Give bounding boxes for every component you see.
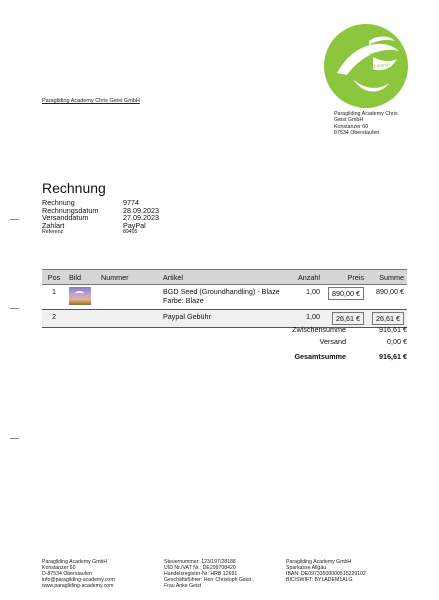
grand-total-value: 916,61 € xyxy=(379,352,407,361)
meta-label: Rechnungsdatum xyxy=(42,205,99,215)
cell-pos: 2 xyxy=(42,310,66,328)
product-thumbnail xyxy=(69,287,91,305)
address-line: 87534 Oberstaufen xyxy=(334,129,380,136)
paraglider-logo-icon xyxy=(323,23,409,109)
address-line: Paragliding Academy Chris xyxy=(334,111,398,117)
cell-sum: 890,00 € xyxy=(367,285,407,310)
fold-mark xyxy=(10,219,19,220)
cell-article xyxy=(160,285,289,310)
article-name: BGD Seed (Groundhandling) - Blaze xyxy=(163,287,280,296)
sum-value: 26,61 € xyxy=(372,312,404,325)
meta-label: Versanddatum xyxy=(42,213,89,223)
table-header-row xyxy=(42,270,407,285)
footer-company xyxy=(42,559,115,589)
meta-value: 89405 xyxy=(123,229,138,236)
cell-quantity: 1,00 xyxy=(289,285,323,310)
column-header: Pos xyxy=(42,270,66,285)
shipping-value: 0,00 € xyxy=(387,337,407,346)
meta-label: Zahlart xyxy=(42,220,65,230)
footer-line: Frau Anke Geist xyxy=(164,583,202,590)
cell-pos: 1 xyxy=(42,285,66,310)
footer-line: www.paragliding-academy.com xyxy=(42,583,114,590)
footer-line: Geschäftsführer: Herr Christoph Geist , xyxy=(164,577,254,584)
address-line: Konstanzer 60 xyxy=(334,123,369,130)
footer-line: Paragliding Academy GmbH xyxy=(42,559,108,565)
company-address xyxy=(334,111,398,136)
grand-total-label: Gesamtsumme xyxy=(294,352,346,361)
subtotal-row xyxy=(200,325,407,337)
subtotal-value: 916,61 € xyxy=(379,325,407,334)
document-title: Rechnung xyxy=(42,180,106,196)
footer-line: Handelsregister-Nr: HRB 12691 xyxy=(164,571,238,578)
shipping-label: Versand xyxy=(319,337,346,346)
column-header: Bild xyxy=(66,270,98,285)
column-header: Artikel xyxy=(160,270,289,285)
column-header: Nummer xyxy=(98,270,160,285)
footer-line: BIC/SWIFT: BYLADEM1ALG xyxy=(286,577,353,584)
sender-address-line: Paragliding Academy Chris Geist GmbH xyxy=(42,98,140,104)
footer-line: D-87534 Oberstaufen xyxy=(42,571,92,578)
article-variant: Farbe: Blaze xyxy=(163,296,204,305)
footer-line: UID Nr./VAT Nr.: DE299708420 xyxy=(164,565,236,572)
fold-mark xyxy=(10,438,19,439)
company-logo xyxy=(323,23,409,109)
line-items-table xyxy=(42,269,407,328)
meta-value: 28.09.2023 xyxy=(123,205,159,215)
cell-number xyxy=(98,285,160,310)
meta-value: PayPal xyxy=(123,220,146,230)
footer-line: Konstanzer 60 xyxy=(42,565,76,572)
footer-line: Steuernummer: 123/197/28188 xyxy=(164,559,236,565)
grand-total-row xyxy=(200,352,407,364)
footer-line: IBAN: DE09733500000515229102 xyxy=(286,571,366,578)
meta-label: Rechnung xyxy=(42,198,75,207)
footer-bank xyxy=(286,559,366,583)
cell-quantity: 1,00 xyxy=(289,310,323,328)
meta-label: Referenz xyxy=(42,229,64,236)
totals-block xyxy=(200,325,407,364)
invoice-meta xyxy=(42,199,159,235)
footer-line: Paragliding Academy GmbH xyxy=(286,559,352,565)
footer-line: Sparkasse Allgäu xyxy=(286,565,327,572)
shipping-row xyxy=(200,337,407,349)
meta-value: 27.09.2023 xyxy=(123,213,159,223)
fold-mark xyxy=(10,308,19,309)
cell-number xyxy=(98,310,160,328)
footer-line: info@paragliding-academy.com xyxy=(42,577,115,584)
meta-row-reference xyxy=(42,229,159,235)
address-line: Geist GmbH xyxy=(334,117,364,124)
price-value: 890,00 € xyxy=(328,287,364,300)
column-header: Preis xyxy=(323,270,367,285)
cell-image xyxy=(66,285,98,310)
footer-legal xyxy=(164,559,254,589)
price-value: 26,61 € xyxy=(332,312,364,325)
meta-value: 9774 xyxy=(123,198,139,207)
article-name: Paypal Gebühr xyxy=(163,312,211,321)
svg-text:ACADEMY: ACADEMY xyxy=(370,61,391,70)
table-row xyxy=(42,285,407,310)
meta-row-payment-method xyxy=(42,222,159,230)
column-header: Anzahl xyxy=(289,270,323,285)
column-header: Summe xyxy=(367,270,407,285)
subtotal-label: Zwischensumme xyxy=(292,325,346,334)
cell-price xyxy=(323,285,367,310)
cell-image xyxy=(66,310,98,328)
svg-text:PARAGLIDING: PARAGLIDING xyxy=(369,48,397,57)
